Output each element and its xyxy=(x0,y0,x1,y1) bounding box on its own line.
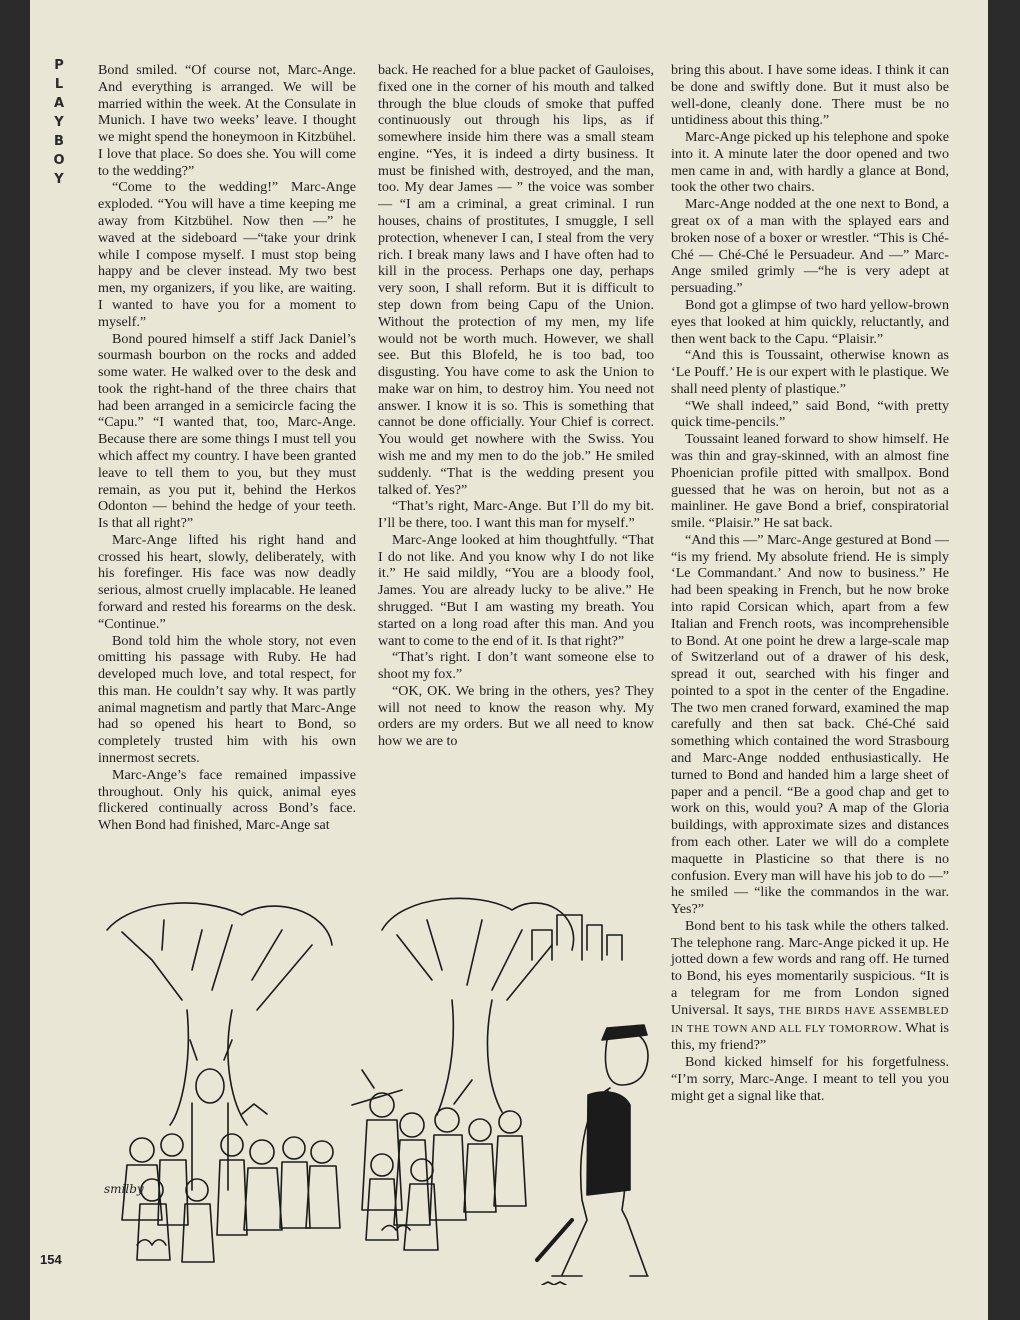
birds xyxy=(137,1226,566,1286)
cartoon-signature: smilby xyxy=(104,1182,144,1196)
paragraph: Bond smiled. “Of course not, Marc-Ange. And everything is arranged. We will be married within the week. At the Consulate in Munich. I have two weeks’ leave. I thought we might spend the honeymoon in Kitzbühel. I love that place. So does she. You will come to the wedding?” xyxy=(98,62,356,179)
paragraph: Marc-Ange’s face remained impassive throughout. Only his quick, animal eyes flickered continually across Bond’s face. When Bond had finished, Marc-Ange sat xyxy=(98,766,356,834)
paragraph: Marc-Ange picked up his telephone and spoke into it. A minute later the door opened and two men came in and, with hardly a glance at Bond, took the other two chairs. xyxy=(671,129,949,196)
magazine-page xyxy=(30,0,988,1320)
paragraph: “And this is Toussaint, otherwise known as ‘Le Pouff.’ He is our expert with le plastique. We shall need plenty of plastique.” xyxy=(671,347,949,397)
masthead-vertical xyxy=(52,56,66,189)
paragraph-text: Bond bent to his task while the others talked. The telephone rang. Marc-Ange picked it up. He jotted down a few words and rang off. He turned to Bond, his eyes momentarily suspicious. “It is a telegram for me from London signed Universal. It says, xyxy=(671,917,949,1018)
paragraph: “And this —” Marc-Ange gestured at Bond — “is my friend. My absolute friend. He is simply ‘Le Commandant.’ And now to business.” He had been speaking in French, but he now broke into rapid Corsican which, apart from a few Italian and French roots, was incomprehensible to Bond. At one point he drew a large-scale map of Switzerland out of a drawer of his desk, spread it out, searched with his finger and pointed to a spot in the center of the Engadine. The two men craned forward, examined the map carefully and then sat back. Ché-Ché said something which contained the word Strasbourg and Marc-Ange nodded enthusiastically. He turned to Bond and handed him a large sheet of paper and a pencil. “Be a good chap and get to work on this, would you? A map of the Gloria buildings, with approximate sizes and distances from each other. Later we will do a complete maquette in Plasticine so that there is no confusion. Every man will have his job to do —” he smiled — “like the commandos in the war. Yes?” xyxy=(671,531,949,918)
cartoon-illustration xyxy=(82,890,650,1285)
paragraph: Marc-Ange nodded at the one next to Bond, a great ox of a man with the splayed ears and broken nose of a boxer or wrestler. “This is Ché-Ché — Ché-Ché le Persuadeur. And —” Marc-Ange smiled grimly —“he is very adept at persuading.” xyxy=(671,196,949,297)
masthead-letter: Y xyxy=(54,172,64,187)
masthead-letter: P xyxy=(54,58,64,73)
text-column-2 xyxy=(378,62,654,750)
paragraph xyxy=(671,918,949,1054)
paragraph: “Come to the wedding!” Marc-Ange exploded. “You will have a time keeping me away from Kitzbühel. Now then —” he waved at the sideboard —“take your drink while I compose myself. I must stop being happy and be clever instead. My two best men, my organizers, if you like, are waiting. I wanted to have you for a moment to myself.” xyxy=(98,179,356,330)
masthead-letter: A xyxy=(53,96,65,111)
paragraph: Bond kicked himself for his forgetfulness. “I’m sorry, Marc-Ange. I meant to tell you you might get a signal like that. xyxy=(671,1054,949,1104)
paragraph: Marc-Ange looked at him thoughtfully. “That I do not like. And you know why I do not like it.” He said mildly, “You are a bloody fool, James. You are already lucky to be alive.” He shrugged. “But I am wasting my breath. You started on a long road after this man. And you want to come to the end of it. Is that right?” xyxy=(378,531,654,649)
paragraph: Bond got a glimpse of two hard yellow-brown eyes that looked at him quickly, reluctantly, and then went back to the Capu. “Plaisir.” xyxy=(671,296,949,347)
page-number: 154 xyxy=(40,1252,62,1267)
paragraph-text: . What is this, my friend?” xyxy=(671,1019,949,1054)
paragraph: “That’s right, Marc-Ange. But I’ll do my bit. I’ll be there, too. I want this man for myself.” xyxy=(378,498,654,532)
policeman-figure xyxy=(537,1025,648,1276)
crowd-left xyxy=(122,1040,402,1262)
text-column-1 xyxy=(98,62,356,834)
masthead-letter: Y xyxy=(54,115,64,130)
paragraph: Bond poured himself a stiff Jack Daniel’s sourmash bourbon on the rocks and added some water. He walked over to the desk and took the right-hand of the three chairs that had been arranged in a semicircle facing the “Capu.” “I wanted that, too, Marc-Ange. Because there are some things I must tell you which affect my country. I have been granted leave to tell them to you, but they must remain, as you put it, behind the Herkos Odonton — behind the hedge of your teeth. Is that all right?” xyxy=(98,330,356,532)
text-column-3 xyxy=(671,62,949,1104)
masthead-letter: L xyxy=(54,77,64,92)
paragraph: “That’s right. I don’t want someone else to shoot my fox.” xyxy=(378,649,654,683)
paragraph: Marc-Ange lifted his right hand and crossed his heart, slowly, deliberately, with his forefinger. His face was now deadly serious, almost cruelly implacable. He leaned forward and rested his forearms on the desk. “Continue.” xyxy=(98,531,356,632)
telegram-text: THE BIRDS HAVE ASSEMBLED IN THE TOWN AND ALL FLY TOMORROW xyxy=(671,1004,949,1035)
right-tree xyxy=(382,898,622,1115)
left-tree xyxy=(107,903,332,1125)
masthead-letter: O xyxy=(53,153,65,168)
paragraph: “OK, OK. We bring in the others, yes? They will not need to know the reason why. My orders are my orders. But we all need to know how we are to xyxy=(378,682,654,750)
paragraph: “We shall indeed,” said Bond, “with pretty quick time-pencils.” xyxy=(671,397,949,431)
paragraph: back. He reached for a blue packet of Gauloises, fixed one in the corner of his mouth and talked through the blue clouds of smoke that puffed continuously out through his lips, as if somewhere inside him there was a small steam engine. “Yes, it is indeed a dirty business. It must be finished with, destroyed, and the man, too. My dear James — ” the voice was somber — “I am a criminal, a great criminal. I run houses, chains of prostitutes, I smuggle, I sell protection, whenever I can, I steal from the very rich. I break many laws and I have often had to kill in the process. Perhaps one day, perhaps very soon, I shall reform. But it is difficult to step down from being Capu of the Union. Without the protection of my men, my life would not be worth much. However, we shall see. But this Blofeld, he is too bad, too disgusting. You have come to ask the Union to make war on him, to destroy him. You need not answer. I know it is so. This is something that cannot be done officially. Your Chief is correct. You would get nowhere with the Swiss. You wish me and my men to do the job.” He smiled suddenly. “That is the wedding present you talked of. Yes?” xyxy=(378,62,654,498)
paragraph: bring this about. I have some ideas. I think it can be done and swiftly done. But it must also be well-done, cleanly done. There must be no untidiness about this thing.” xyxy=(671,62,949,129)
paragraph: Toussaint leaned forward to show himself. He was thin and gray-skinned, with an almost fine Phoenician profile pitted with smallpox. Bond guessed that he was on heroin, but not as a mainliner. He gave Bond a brief, conspiratorial smile. “Plaisir.” He sat back. xyxy=(671,431,949,532)
paragraph: Bond told him the whole story, not even omitting his passage with Ruby. He had developed much love, and total respect, for this man. He couldn’t say why. It was partly animal magnetism and partly that Marc-Ange had so opened his heart to Bond, so completely trusted him with his own innermost secrets. xyxy=(98,632,356,767)
masthead-letter: B xyxy=(54,134,64,149)
